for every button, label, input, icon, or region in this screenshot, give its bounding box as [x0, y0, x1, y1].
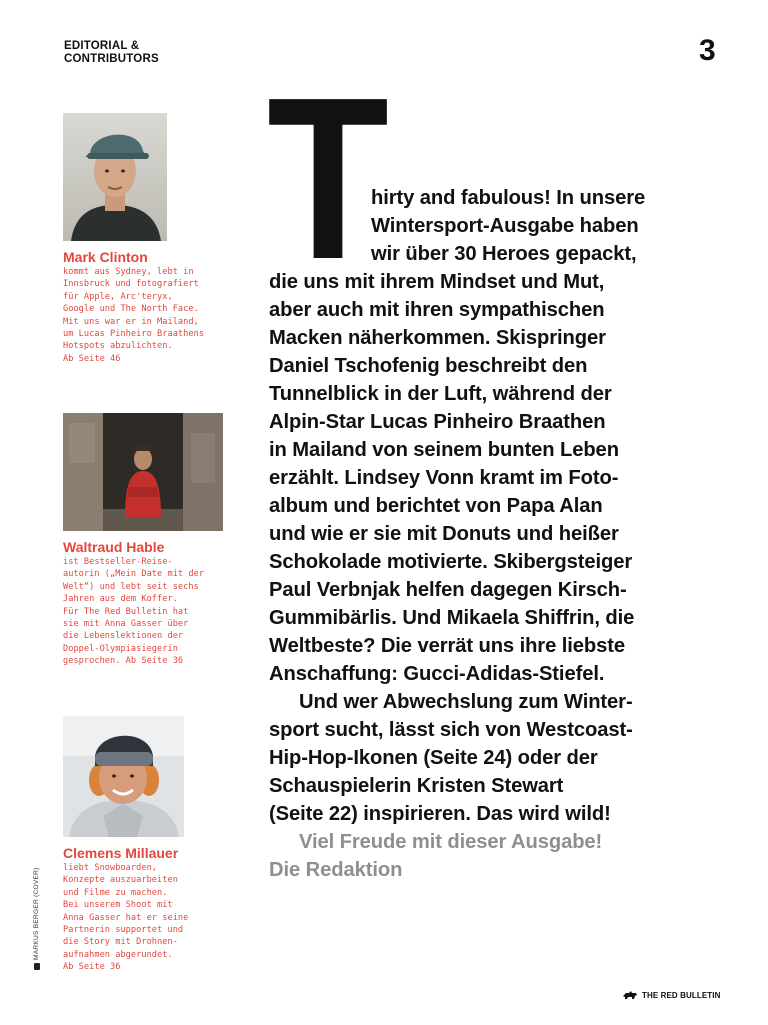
editorial-text — [269, 184, 709, 884]
bio-line: Bei unserem Shoot mit — [63, 900, 173, 911]
editorial-line: Und wer Abwechslung zum Winter- — [299, 691, 633, 713]
bio-line: Jahren aus dem Koffer. — [63, 594, 178, 605]
editorial-line: wir über 30 Heroes gepackt, — [371, 243, 637, 265]
signoff-line: Viel Freude mit dieser Ausgabe! — [299, 831, 603, 853]
page-number: 3 — [699, 34, 716, 67]
contributor-photo-mark-clinton — [63, 113, 167, 241]
editorial-line: in Mailand von seinem bunten Leben — [269, 439, 619, 461]
editorial-line: die uns mit ihrem Mindset und Mut, — [269, 271, 605, 293]
editorial-line: Anschaffung: Gucci-Adidas-Stiefel. — [269, 663, 605, 685]
bio-line: Ab Seite 46 — [63, 353, 121, 364]
photo-credit — [33, 867, 40, 970]
section-label-line2: CONTRIBUTORS — [64, 53, 159, 65]
bio-line: Partnerin supportet und — [63, 925, 184, 936]
contributor-bio — [63, 556, 223, 668]
editorial-line: Macken näherkommen. Skispringer — [269, 327, 606, 349]
bio-line: Anna Gasser hat er seine — [63, 912, 189, 923]
contributor-name: Waltraud Hable — [63, 539, 165, 555]
bio-line: Mit uns war er in Mailand, — [63, 316, 199, 327]
editorial-line: Paul Verbnjak helfen dagegen Kirsch- — [269, 579, 627, 601]
editorial-line: Alpin-Star Lucas Pinheiro Braathen — [269, 411, 606, 433]
bio-line: Hotspots abzulichten. — [63, 341, 173, 352]
bio-line: die Story mit Drohnen- — [63, 937, 178, 948]
editorial-line: erzählt. Lindsey Vonn kramt im Foto- — [269, 467, 619, 489]
bio-line: und Filme zu machen. — [63, 887, 168, 898]
contributor-name: Clemens Millauer — [63, 845, 179, 861]
camera-icon — [34, 963, 40, 970]
bio-line: autorin („Mein Date mit der — [63, 569, 205, 580]
drop-cap-letter: T — [267, 86, 389, 258]
bio-line: sie mit Anna Gasser über — [63, 619, 189, 630]
editorial-line: hirty and fabulous! In unsere — [371, 187, 646, 209]
contributor-bio — [63, 862, 223, 974]
section-label-line1: EDITORIAL & — [64, 40, 140, 52]
bio-line: die Lebenslektionen der — [63, 631, 184, 642]
signoff-signature: Die Redaktion — [269, 859, 403, 881]
bio-line: liebt Snowboarden, — [63, 863, 158, 873]
bio-line: Doppel-Olympiasiegerin — [63, 643, 178, 654]
contributor-name: Mark Clinton — [63, 249, 148, 265]
bio-line: Ab Seite 36 — [63, 962, 121, 973]
bio-line: gesprochen. Ab Seite 36 — [63, 656, 184, 667]
bio-line: Innsbruck und fotografiert — [63, 279, 199, 290]
bio-line: Google und The North Face. — [63, 304, 199, 315]
contributor-photo-waltraud-hable — [63, 413, 223, 531]
editorial-line: Weltbeste? Die verrät uns ihre liebste — [269, 635, 625, 657]
contributor-bio — [63, 266, 223, 365]
bio-line: für Apple, Arc'teryx, — [63, 291, 173, 302]
bio-line: Für The Red Bulletin hat — [63, 606, 189, 617]
bio-line: ist Bestseller-Reise- — [63, 557, 173, 567]
editorial-line: und wie er sie mit Donuts und heißer — [269, 523, 619, 545]
bio-line: Konzepte auszuarbeiten — [63, 875, 178, 886]
editorial-line: aber auch mit ihren sympathischen — [269, 299, 605, 321]
bio-line: kommt aus Sydney, lebt in — [63, 267, 194, 277]
contributor-card — [63, 413, 223, 668]
editorial-line: Daniel Tschofenig beschreibt den — [269, 355, 588, 377]
editorial-line: sport sucht, lässt sich von Westcoast- — [269, 719, 633, 741]
contributor-card — [63, 113, 223, 365]
editorial-line: Tunnelblick in der Luft, während der — [269, 383, 612, 405]
editorial-line: Schokolade motivierte. Skibergsteiger — [269, 551, 633, 573]
bull-logo-icon — [622, 990, 638, 1000]
editorial-line: (Seite 22) inspirieren. Das wird wild! — [269, 803, 611, 825]
bio-line: aufnahmen abgerundet. — [63, 949, 173, 960]
footer-brand — [622, 990, 721, 1000]
contributor-photo-clemens-millauer — [63, 716, 184, 837]
editorial-line: Wintersport-Ausgabe haben — [371, 215, 639, 237]
footer-brand-text: THE RED BULLETIN — [642, 990, 721, 1000]
editorial-line: album und berichtet von Papa Alan — [269, 495, 603, 517]
editorial-line: Schauspielerin Kristen Stewart — [269, 775, 564, 797]
contributor-card — [63, 716, 223, 974]
bio-line: um Lucas Pinheiro Braathens — [63, 329, 205, 340]
section-label — [64, 40, 159, 66]
photo-credit-text: MARKUS BERGER (COVER) — [33, 867, 40, 960]
bio-line: Welt“) und lebt seit sechs — [63, 581, 199, 592]
editorial-line: Gummibärlis. Und Mikaela Shiffrin, die — [269, 607, 635, 629]
editorial-line: Hip-Hop-Ikonen (Seite 24) oder der — [269, 747, 598, 769]
